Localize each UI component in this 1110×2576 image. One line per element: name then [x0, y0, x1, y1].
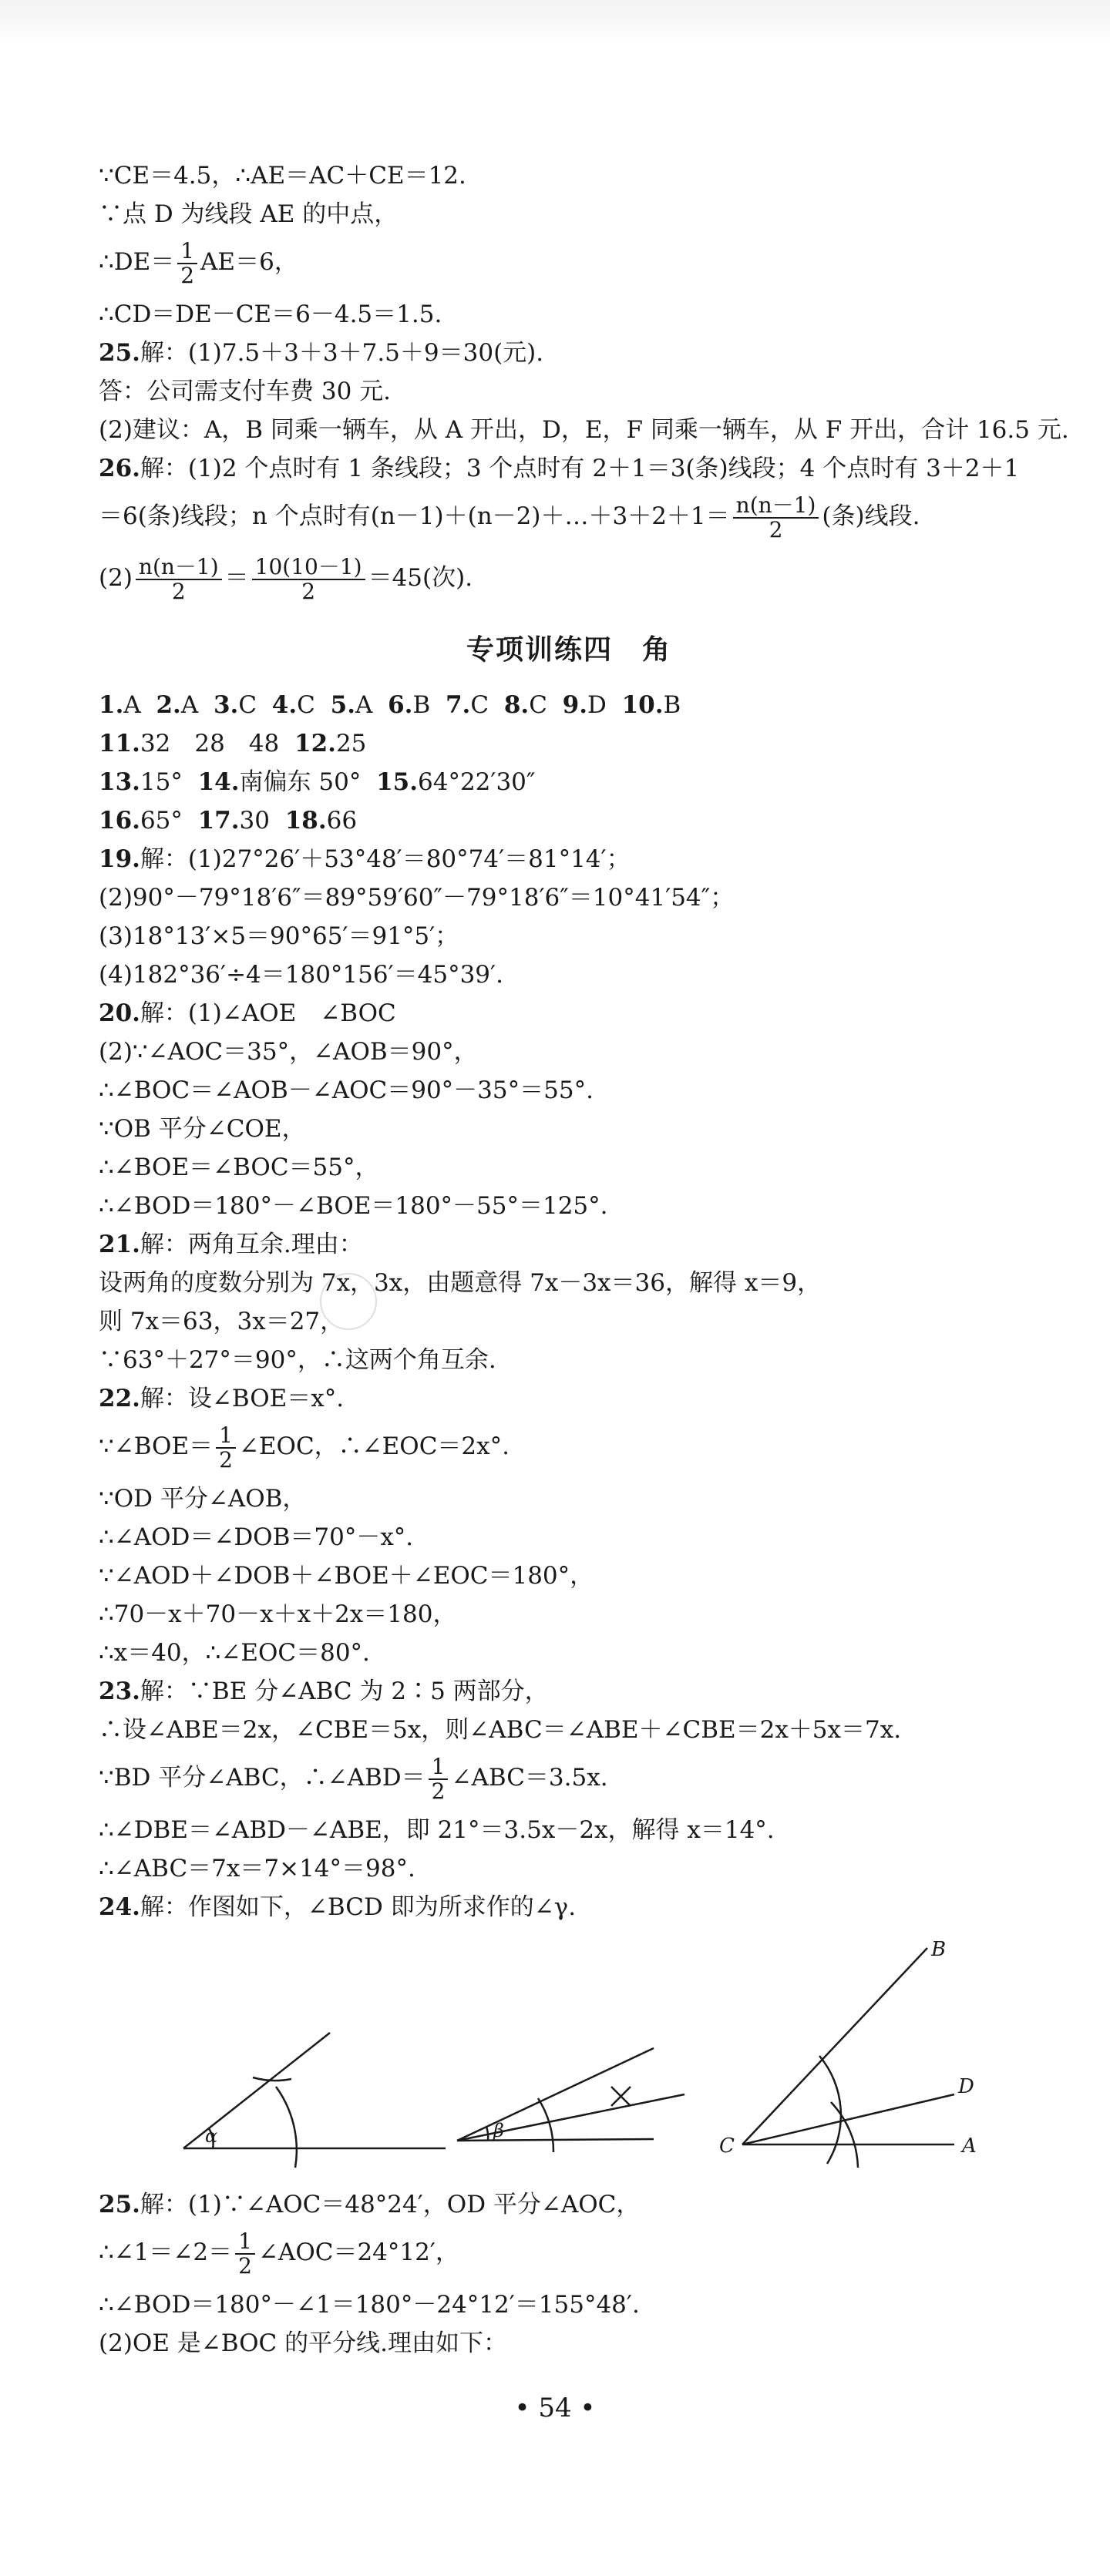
text-line: ∴CD＝DE－CE＝6－4.5＝1.5. — [99, 301, 442, 328]
fig-beta-ray-3 — [457, 2139, 654, 2141]
question-24: 24.解：作图如下，∠BCD 即为所求作的∠γ. — [99, 1893, 577, 1921]
fig-alpha-arc — [276, 2087, 297, 2168]
faint-stamp — [320, 1273, 377, 1330]
question-25: 25.解：(1)7.5＋3＋3＋7.5＋9＝30(元). — [99, 339, 544, 367]
alpha-label: α — [205, 2125, 218, 2147]
beta-label: β — [493, 2120, 504, 2141]
text-line: ∴∠BOD＝180°－∠1＝180°－24°12′＝155°48′. — [99, 2291, 640, 2319]
text-line: (4)182°36′÷4＝180°156′＝45°39′. — [99, 961, 503, 989]
text-line: ∴∠ABC＝7x＝7×14°＝98°. — [99, 1855, 415, 1882]
text-line: ∴70－x＋70－x＋x＋2x＝180， — [99, 1600, 457, 1628]
text-line: (2)OE 是∠BOC 的平分线.理由如下： — [99, 2329, 507, 2357]
text-line: ∴∠BOC＝∠AOB－∠AOC＝90°－35°＝55°. — [99, 1076, 594, 1104]
fig-beta-arc-small — [486, 2127, 488, 2140]
question-22: 22.解：设∠BOE＝x°. — [99, 1385, 345, 1412]
text-line: ∴∠BOE＝∠BOC＝55°， — [99, 1154, 379, 1181]
fig-gamma-arc-2 — [831, 2102, 858, 2168]
text-line: ∴∠AOD＝∠DOB＝70°－x°. — [99, 1523, 414, 1551]
fraction: $\frac{1}{2}$ — [235, 2230, 255, 2278]
question-25-angles: 25.解：(1)∵∠AOC＝48°24′，OD 平分∠AOC， — [99, 2191, 641, 2218]
choice-answers: 1.A 2.A 3.C 4.C 5.A 6.B 7.C 8.C 9.D 10.B — [99, 691, 681, 719]
text-line: 答：公司需支付车费 30 元. — [99, 378, 392, 405]
fig-gamma-ray-cb — [742, 1948, 927, 2144]
fraction-line: ∴∠1＝∠2＝ $\frac{1}{2}$ ∠AOC＝24°12′， — [99, 2228, 459, 2279]
fraction: $\frac{n(n-1)}{2}$ — [733, 494, 819, 542]
page-number: • 54 • — [514, 2393, 596, 2423]
text-line: ∵CE＝4.5，∴AE＝AC＋CE＝12. — [99, 162, 466, 190]
question-20: 20.解：(1)∠AOE ∠BOC — [99, 999, 396, 1027]
text-line: ∴x＝40，∴∠EOC＝80°. — [99, 1639, 370, 1667]
fraction: $\frac{1}{2}$ — [216, 1424, 236, 1472]
text-line: 设两角的度数分别为 7x，3x，由题意得 7x－3x＝36，解得 x＝9， — [99, 1269, 822, 1297]
question-19: 19.解：(1)27°26′＋53°48′＝80°74′＝81°14′； — [99, 845, 631, 873]
figures-svg — [99, 1940, 1039, 2171]
fraction: $\frac{1}{2}$ — [177, 240, 197, 287]
fraction: $\frac{n(n-1)}{2}$ — [136, 556, 222, 603]
text-line: ∵OB 平分∠COE， — [99, 1115, 306, 1143]
fig-gamma-ray-cd — [742, 2094, 954, 2144]
text-line: ∵点 D 为线段 AE 的中点， — [99, 200, 399, 228]
text-line: ∴∠DBE＝∠ABD－∠ABE，即 21°＝3.5x－2x，解得 x＝14°. — [99, 1816, 775, 1844]
text-line: (2)建议：A，B 同乘一辆车，从 A 开出，D，E，F 同乘一辆车，从 F 开出，合计 16.5 元. — [99, 416, 1069, 444]
fraction-line: ∵BD 平分∠ABC，∴∠ABD＝ $\frac{1}{2}$ ∠ABC＝3.5x. — [99, 1753, 608, 1804]
text-line: ∴∠BOD＝180°－∠BOE＝180°－55°＝125°. — [99, 1192, 608, 1220]
fraction: $\frac{10(10-1)}{2}$ — [252, 556, 365, 603]
question-21: 21.解：两角互余.理由： — [99, 1231, 363, 1258]
point-a-label: A — [962, 2134, 977, 2158]
fill-answers: 16.65° 17.30 18.66 — [99, 807, 358, 835]
fraction-line: ∵∠BOE＝ $\frac{1}{2}$ ∠EOC，∴∠EOC＝2x°. — [99, 1422, 510, 1473]
text-line: (2)∵∠AOC＝35°，∠AOB＝90°， — [99, 1038, 478, 1066]
fraction-line: ＝6(条)线段；n 个点时有(n－1)＋(n－2)＋…＋3＋2＋1＝ $\frac{n(n-1)}{2}$ (条)线段. — [99, 492, 920, 542]
fraction-line: ∴DE＝ $\frac{1}{2}$ AE＝6， — [99, 237, 298, 288]
fig-beta-ray-2 — [457, 2094, 684, 2141]
document-body — [99, 158, 1069, 2364]
text-line: ∵63°＋27°＝90°，∴这两个角互余. — [99, 1346, 496, 1374]
fill-answers: 11.32 28 48 12.25 — [99, 730, 367, 757]
top-shade — [0, 0, 1110, 46]
text-line: (2)90°－79°18′6″＝89°59′60″－79°18′6″＝10°41′54″； — [99, 884, 735, 912]
text-line: 则 7x＝63，3x＝27， — [99, 1308, 345, 1335]
text-line: ∴设∠ABE＝2x，∠CBE＝5x，则∠ABC＝∠ABE＋∠CBE＝2x＋5x＝7x. — [99, 1716, 902, 1744]
text-line: ∵OD 平分∠AOB， — [99, 1485, 307, 1513]
section-title: 专项训练四 角 — [466, 634, 671, 666]
fig-beta-cross — [611, 2087, 631, 2106]
fraction-line: (2) $\frac{n(n-1)}{2}$ ＝ $\frac{10(10-1)}{2}$ ＝45(次). — [99, 553, 473, 604]
text-line: ∵∠AOD＋∠DOB＋∠BOE＋∠EOC＝180°， — [99, 1562, 594, 1590]
fraction: $\frac{1}{2}$ — [429, 1755, 449, 1803]
construction-figures — [99, 1940, 1039, 2171]
point-c-label: C — [719, 2134, 735, 2158]
point-b-label: B — [931, 1940, 947, 1961]
question-26: 26.解：(1)2 个点时有 1 条线段；3 个点时有 2＋1＝3(条)线段；4 个点时有 3＋2＋1 — [99, 455, 1020, 482]
fig-beta-arc — [538, 2098, 553, 2152]
question-23: 23.解：∵BE 分∠ABC 为 2∶5 两部分， — [99, 1678, 549, 1705]
text-line: (3)18°13′×5＝90°65′＝91°5′； — [99, 922, 459, 950]
point-d-label: D — [958, 2075, 974, 2098]
fill-answers: 13.15° 14.南偏东 50° 15.64°22′30″ — [99, 768, 536, 796]
